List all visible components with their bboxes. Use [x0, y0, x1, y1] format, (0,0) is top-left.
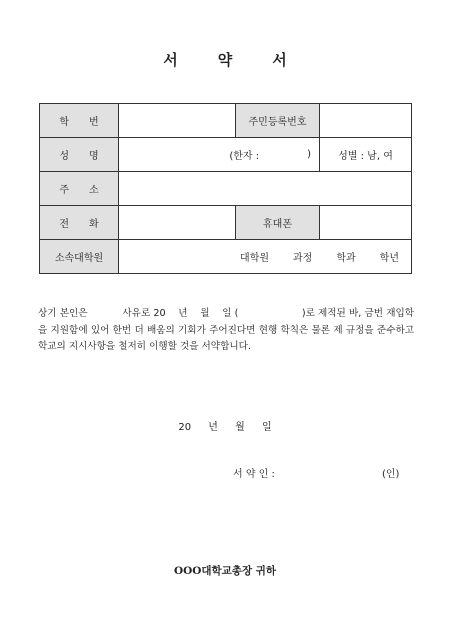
- date-year-unit: 년: [208, 422, 218, 433]
- addressee: OOO대학교총장 귀하: [173, 565, 277, 577]
- resident-number-label: 주민등록번호: [236, 104, 320, 138]
- student-id-field[interactable]: [119, 104, 236, 138]
- name-field[interactable]: [119, 138, 320, 172]
- document-title: [0, 49, 450, 70]
- date-day-unit: 일: [261, 422, 272, 433]
- hanja-label: (한자 :: [229, 151, 260, 162]
- row-student-id: [40, 104, 412, 138]
- date-month-unit: 월: [235, 422, 245, 433]
- row-phone: [40, 206, 412, 240]
- resident-number-field[interactable]: [320, 104, 412, 138]
- gender-field[interactable]: 성별 : 남, 여: [320, 138, 412, 172]
- title-char: 서: [272, 51, 287, 69]
- grad-school-label: 소속대학원: [40, 240, 119, 274]
- seal-label: (인): [382, 469, 400, 480]
- student-id-label: 학 번: [40, 104, 119, 138]
- grad-field-dept: 학과: [336, 253, 356, 264]
- name-label: 성 명: [40, 138, 119, 172]
- hanja-close: ): [307, 149, 311, 160]
- phone-field[interactable]: [119, 206, 236, 240]
- mobile-field[interactable]: [320, 206, 412, 240]
- row-address: [40, 172, 412, 206]
- date-year-prefix: 20: [178, 422, 192, 433]
- phone-label: 전 화: [40, 206, 119, 240]
- row-name: [40, 138, 412, 172]
- title-char: 약: [217, 51, 233, 69]
- grad-field-course: 과정: [293, 253, 313, 264]
- mobile-label: 휴대폰: [236, 206, 320, 240]
- address-field[interactable]: [119, 172, 412, 206]
- address-label: 주 소: [40, 172, 119, 206]
- row-grad-school: [40, 240, 412, 274]
- grad-school-field[interactable]: [119, 240, 412, 274]
- pledge-paragraph: 상기 본인은 사유로 20 년 월 일 ( )로 제적된 바, 금번 재입학을 지원함에 있어 한번 더 배움의 기회가 주어진다면 현행 학칙은 물론 제 규정을 준수하고 학교의 지시사항을 철저히 이행할 것을 서약합니다.: [38, 308, 418, 352]
- title-char: 서: [163, 51, 178, 69]
- signer-label: 서 약 인 :: [233, 469, 275, 480]
- date-line: [0, 418, 450, 433]
- grad-field-year: 학년: [379, 253, 399, 264]
- pledge-form-table: [39, 103, 412, 274]
- grad-field-school: 대학원: [240, 253, 270, 264]
